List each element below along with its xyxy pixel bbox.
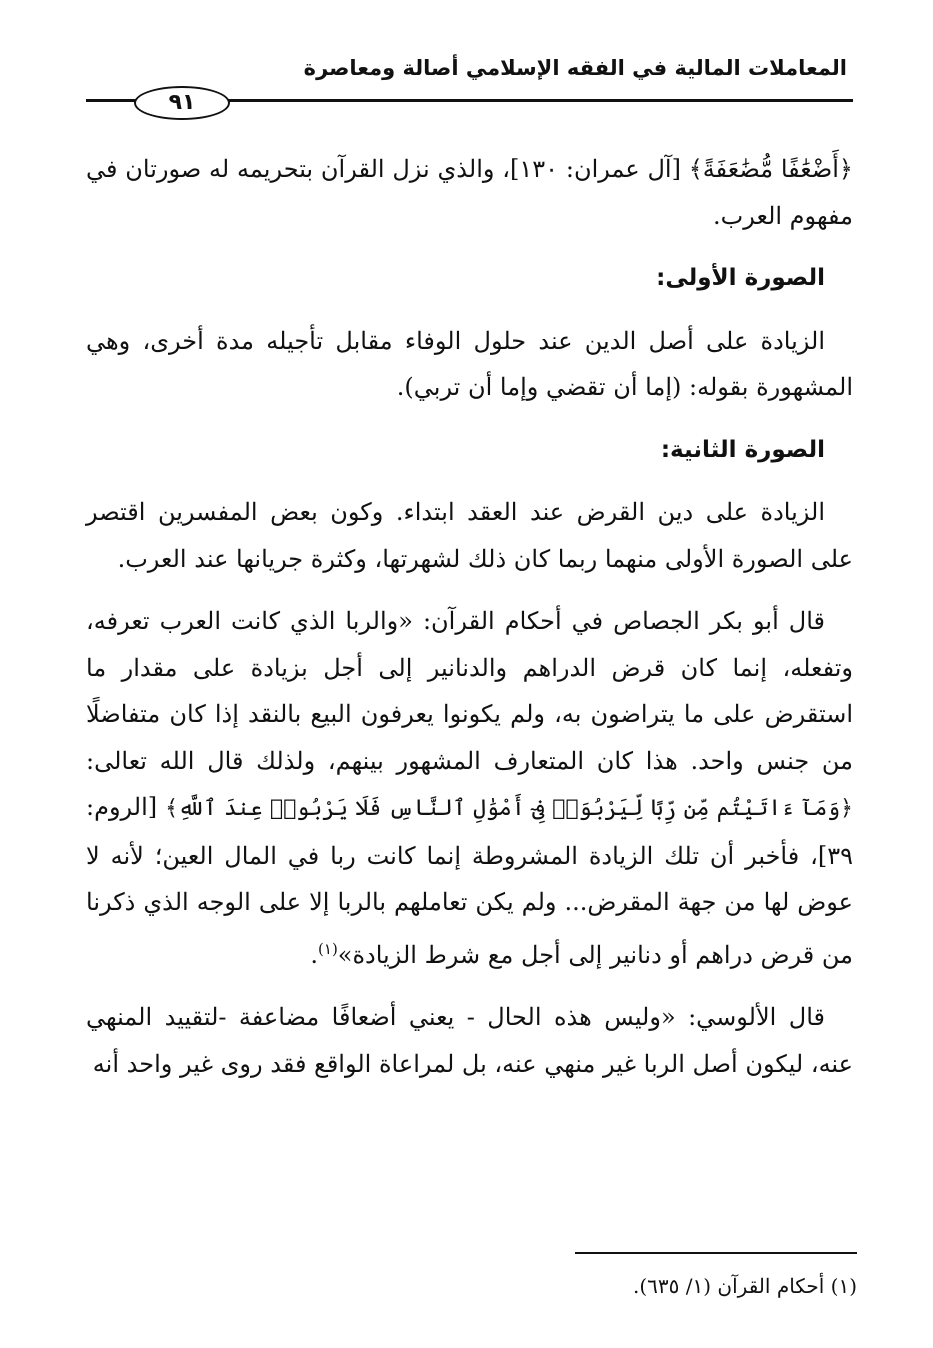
heading-second-form: الصورة الثانية: bbox=[660, 436, 825, 463]
quran-verse: ﴿وَمَآ ءَاتَيْتُم مِّن رِّبًا لِّيَرْبُوَا۟ فِىٓ أَمْوَٰلِ ٱلنَّاسِ فَلَا يَرْبُوا۟ عِندَ ٱللَّهِ﴾ bbox=[165, 796, 853, 821]
paragraph-5: قال الألوسي: «وليس هذه الحال - يعني أضعافًا مضاعفة -لتقييد المنهي عنه، ليكون أصل الربا غير منهي عنه، بل لمراعاة الواقع فقد روى غير واحد أنه bbox=[86, 1003, 853, 1078]
paragraph-1: ﴿أَضْعَٰفًا مُّضَٰعَفَةً﴾ [آل عمران: ١٣٠]، والذي نزل القرآن بتحريمه له صورتان في مفهوم العرب. bbox=[86, 155, 853, 230]
paragraph-3: الزيادة على دين القرض عند العقد ابتداء. وكون بعض المفسرين اقتصر على الصورة الأولى منهما ربما كان ذلك لشهرتها، وكثرة جريانها عند العرب. bbox=[86, 498, 853, 573]
footnote-ref-1[interactable]: (١) bbox=[318, 939, 338, 958]
paragraph-4 bbox=[86, 598, 853, 978]
page-number-oval: ٩١ bbox=[134, 86, 230, 120]
footnote-text: أحكام القرآن (١/ ٦٣٥). bbox=[632, 1274, 825, 1298]
paragraph-4-end: . bbox=[310, 940, 319, 969]
main-text bbox=[86, 146, 853, 1103]
footnote-rule bbox=[575, 1252, 857, 1254]
jassas-quote-end: [الروم: ٣٩]، فأخبر أن تلك الزيادة المشروطة إنما كانت ربا في المال العين؛ لأنه لا عوض لها من جهة المقرض... ولم يكن تعاملهم بالربا إلا على الوجه الذي ذكرنا من قرض دراهم أو دنانير إلى أجل مع شرط الزيادة» bbox=[86, 793, 853, 969]
footnote-marker: (١) bbox=[830, 1274, 857, 1298]
jassas-quote-start: قال أبو بكر الجصاص في أحكام القرآن: «والربا الذي كانت العرب تعرفه، وتفعله، إنما كان قرض الدراهم والدنانير إلى أجل بزيادة على مقدار ما استقرض على ما يتراضون به، ولم يكونوا يعرفون البيع بالنقد إذا كان متفاضلًا من جنس واحد. هذا كان المتعارف المشهور بينهم، ولذلك قال الله تعالى: bbox=[86, 607, 853, 775]
footnote-1 bbox=[633, 1274, 857, 1298]
paragraph-2: الزيادة على أصل الدين عند حلول الوفاء مقابل تأجيله مدة أخرى، وهي المشهورة بقوله: (إما أن تقضي وإما أن تربي). bbox=[86, 326, 853, 401]
heading-first-form: الصورة الأولى: bbox=[656, 265, 825, 291]
running-title: المعاملات المالية في الفقه الإسلامي أصالة ومعاصرة bbox=[303, 56, 847, 80]
